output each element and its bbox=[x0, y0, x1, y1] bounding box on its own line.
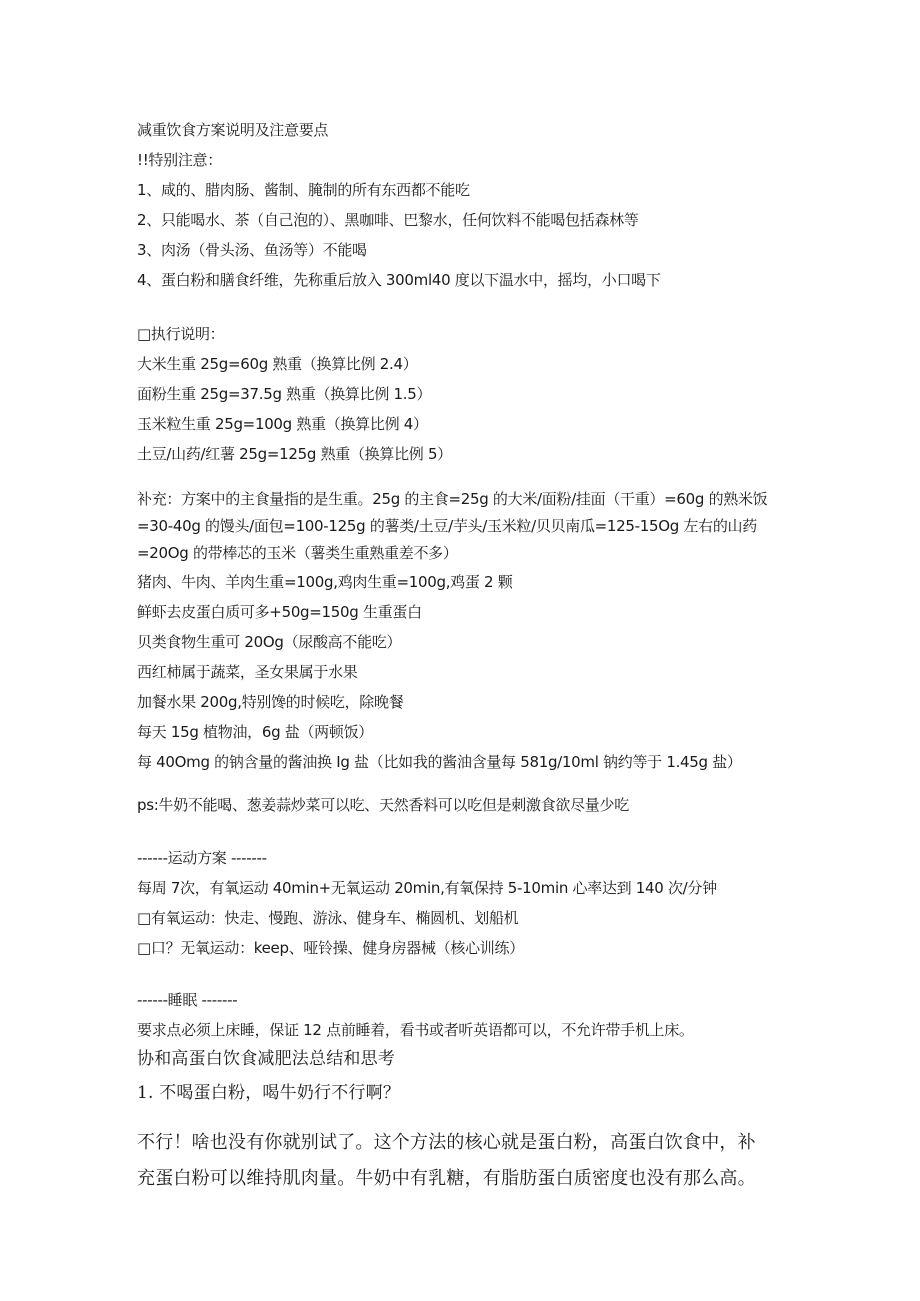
article-question: 1. 不喝蛋白粉，喝牛奶行不行啊？ bbox=[137, 1083, 401, 1103]
conversion-item: 面粉生重 25g=37.5g 熟重（换算比例 1.5） bbox=[137, 385, 432, 403]
supplement-section bbox=[137, 486, 797, 777]
food-note: 西红柿属于蔬菜，圣女果属于水果 bbox=[137, 663, 358, 681]
supplement-line: 补充：方案中的主食量指的是生重。25g 的主食=25g 的大米/面粉/挂面（干重）=60g 的熟米饭 bbox=[137, 490, 768, 508]
exercise-line: □有氧运动：快走、慢跑、游泳、健身车、椭圆机、划船机 bbox=[137, 909, 519, 927]
exercise-section bbox=[137, 843, 787, 963]
food-note: 每天 15g 植物油，6g 盐（两顿饭） bbox=[137, 723, 373, 741]
article-section bbox=[137, 1045, 797, 1197]
article-heading: 协和高蛋白饮食减肥法总结和思考 bbox=[137, 1049, 395, 1069]
conversion-item: 玉米粒生重 25g=100g 熟重（换算比例 4） bbox=[137, 415, 428, 433]
notice-item: 4、蛋白粉和膳食纤维，先称重后放入 300ml40 度以下温水中，摇均，小口喝下 bbox=[137, 271, 661, 289]
exercise-heading: ------运动方案 ------- bbox=[137, 849, 267, 867]
food-note: 每 40Omg 的钠含量的酱油换 Ig 盐（比如我的酱油含量每 581g∕10ml 钠约等于 1.45g 盐） bbox=[137, 753, 742, 771]
food-note: 贝类食物生重可 20Og（尿酸高不能吃） bbox=[137, 633, 402, 651]
sleep-heading: ------睡眠 ------- bbox=[137, 991, 238, 1009]
food-note: 加餐水果 200g,特别馋的时候吃，除晚餐 bbox=[137, 693, 404, 711]
notice-heading: !!特别注意： bbox=[137, 151, 222, 169]
ps-note: ps:牛奶不能喝、葱姜蒜炒菜可以吃、天然香料可以吃但是刺激食欲尽量少吃 bbox=[137, 796, 629, 814]
sleep-section bbox=[137, 985, 787, 1045]
supplement-line: =20Og 的带棒芯的玉米（薯类生重熟重差不多） bbox=[137, 544, 458, 562]
article-answer-line: 不行！啥也没有你就别试了。这个方法的核心就是蛋白粉，高蛋白饮食中，补 bbox=[137, 1132, 756, 1153]
sleep-text: 要求点必须上床睡，保证 12 点前睡着，看书或者听英语都可以，不允许带手机上床。 bbox=[137, 1021, 694, 1039]
exercise-line: □口？无氧运动：keep、哑铃操、健身房器械（核心训练） bbox=[137, 939, 524, 957]
article-answer-line: 充蛋白粉可以维持肌肉量。牛奶中有乳糖，有脂肪蛋白质密度也没有那么高。 bbox=[137, 1168, 756, 1189]
exercise-line: 每周 7次，有氧运动 40min+无氧运动 20min,有氧保持 5-10min 心率达到 140 次/分钟 bbox=[137, 879, 717, 897]
conversion-item: 大米生重 25g=60g 熟重（换算比例 2.4） bbox=[137, 355, 418, 373]
food-note: 鲜虾去皮蛋白质可多+50g=150g 生重蛋白 bbox=[137, 603, 422, 621]
supplement-line: =30-40g 的馒头/面包=100-125g 的薯类/土豆/芋头/玉米粒/贝贝南瓜=125-15Og 左右的山药 bbox=[137, 517, 757, 535]
document-title: 减重饮食方案说明及注意要点 bbox=[137, 121, 329, 139]
execution-section bbox=[137, 319, 787, 469]
notice-item: 1、咸的、腊肉肠、酱制、腌制的所有东西都不能吃 bbox=[137, 181, 470, 199]
notice-item: 3、肉汤（骨头汤、鱼汤等）不能喝 bbox=[137, 241, 367, 259]
notice-item: 2、只能喝水、茶（自己泡的）、黑咖啡、巴黎水，任何饮料不能喝包括森林等 bbox=[137, 211, 639, 229]
food-note: 猪肉、牛肉、羊肉生重=100g,鸡肉生重=100g,鸡蛋 2 颗 bbox=[137, 573, 513, 591]
ps-section bbox=[137, 790, 787, 820]
notice-section bbox=[137, 115, 787, 295]
conversion-item: 土豆/山药/红薯 25g=125g 熟重（换算比例 5） bbox=[137, 445, 452, 463]
execution-heading: □执行说明： bbox=[137, 325, 225, 343]
